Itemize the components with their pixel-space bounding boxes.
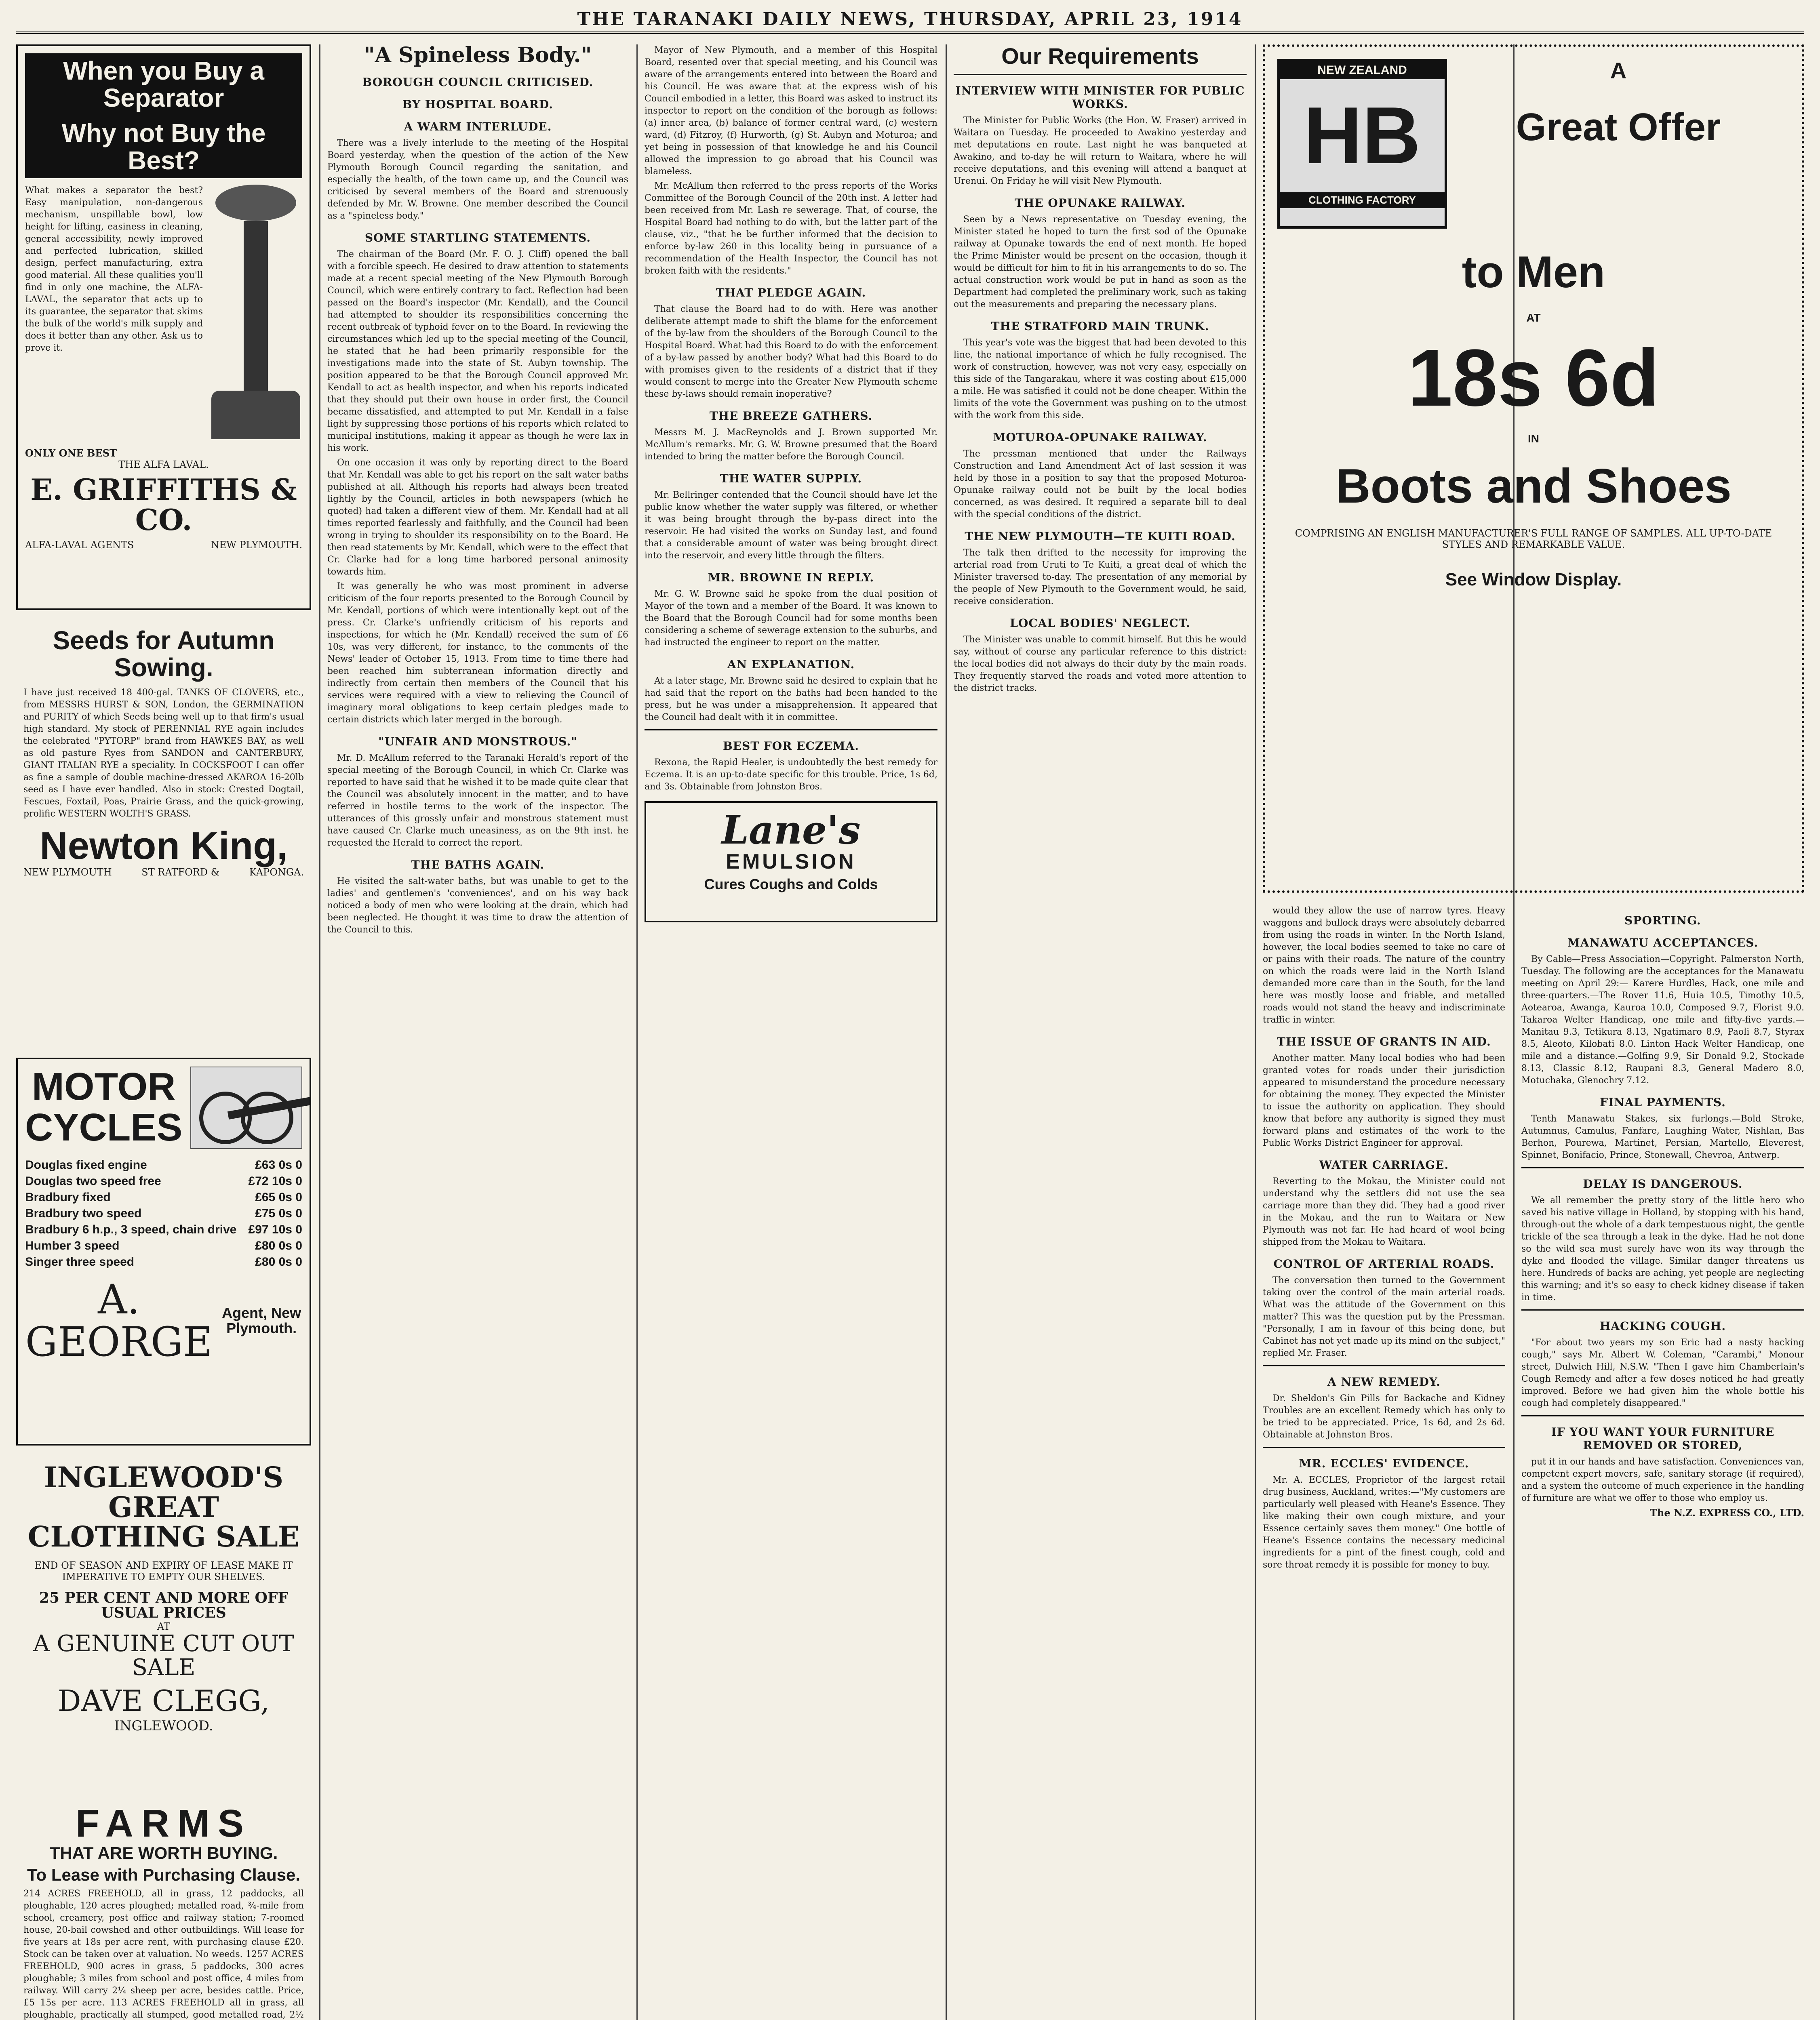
column-4 — [954, 44, 1247, 2020]
section-heading: CONTROL OF ARTERIAL ROADS. — [1273, 1257, 1495, 1271]
seeds-firm: Newton King, — [40, 824, 288, 868]
lanes-sub: EMULSION — [726, 850, 856, 873]
section-heading: THE ISSUE OF GRANTS IN AID. — [1277, 1035, 1491, 1048]
motor-row — [25, 1189, 302, 1206]
seeds-town-1: NEW PLYMOUTH — [23, 867, 112, 878]
motor-model: Bradbury 6 h.p., 3 speed, chain drive — [25, 1223, 237, 1236]
motor-row — [25, 1173, 302, 1189]
sporting-heading: SPORTING. — [1624, 914, 1701, 927]
article-paragraph: The pressman mentioned that under the Railways Construction and Land Amendment Act of last session it was held by those in a position to say that the proposed Moturoa-Opunake railway could not be built by the local bodies concerned, as was desired. It required a separate bill to deal with the special conditions of the district. — [954, 448, 1247, 520]
lanes-slogan: Cures Coughs and Colds — [704, 876, 878, 893]
column-rule — [946, 44, 947, 2020]
article-paragraph: Messrs M. J. MacReynolds and J. Brown supported Mr. McAllum's remarks. Mr. G. W. Browne presumed that the Board intended to bring the matter before the Borough Council. — [645, 427, 937, 462]
section-heading: THAT PLEDGE AGAIN. — [716, 286, 866, 299]
clothing-l1: INGLEWOOD'S GREAT — [44, 1460, 284, 1524]
separator-headline-1: When you Buy a Separator — [25, 53, 302, 116]
ad-in: IN — [1528, 432, 1539, 445]
motor-price: £63 0s 0 — [255, 1158, 302, 1172]
motor-model: Singer three speed — [25, 1255, 135, 1269]
ad-price: 18s 6d — [1407, 332, 1660, 423]
sporting-body: By Cable—Press Association—Copyright. Palmerston North, Tuesday. The following are the acceptances for the Manawatu meeting on April 29:— Karere Hurdles, Hack, one mile and three-quarters.—The Rover 11.6, Huia 10.5, Timothy 10.5, Aotearoa, Awanga, Kauroa 10.0, Composed 9.7, Florist 9.0. Takaroa Welter Handicap, one mile and fifty-five yards.—Manitau 9.3, Tetikura 8.13, Ngatimaro 8.9, Paoli 8.7, Styrax 8.5, Aleoto, Kilobati 8.0. Linton Hack Welter Handicap, one mile and a distance.—Golfing 9.9, Sir Donald 9.2, Stockade 8.13, Classic 8.12, Raupani 8.3, General Madero 8.0, Motuchaka, Glenochry 7.12. — [1521, 954, 1804, 1086]
clothing-l2: CLOTHING SALE — [27, 1520, 300, 1553]
ad-great-offer: Great Offer — [1516, 105, 1721, 149]
motor-price: £80 0s 0 — [255, 1255, 302, 1269]
section-heading: THE BATHS AGAIN. — [411, 858, 545, 871]
clothing-sale-ad — [16, 1455, 311, 1786]
motor-model: Douglas fixed engine — [25, 1158, 147, 1172]
motor-model: Bradbury two speed — [25, 1207, 142, 1220]
section-heading: SOME STARTLING STATEMENTS. — [364, 231, 591, 244]
seeds-title: Seeds for Autumn Sowing. — [53, 626, 275, 682]
hb-logo — [1277, 59, 1447, 229]
farms-sub: THAT ARE WORTH BUYING. — [49, 1843, 278, 1862]
ad-window-display: See Window Display. — [1445, 570, 1622, 590]
clothing-l5: AT — [157, 1621, 171, 1633]
separator-ad — [16, 44, 311, 610]
motor-price: £75 0s 0 — [255, 1207, 302, 1220]
column-2 — [327, 44, 628, 2020]
eccles-body: Mr. A. ECCLES, Proprietor of the largest retail drug business, Auckland, writes:—"My customers are particularly well pleased with Heane's Essence. They like making their own cough mixture, and your Essence certainly saves them money." One bottle of Heane's Essence contains the necessary medicinal ingredients for a pint of the finest cough, cold and sore throat remedy it is possible for money to buy. — [1263, 1475, 1505, 1570]
article-paragraph: The Minister for Public Works (the Hon. W. Fraser) arrived in Waitara on Tuesday. He proceeded to Awakino yesterday and met deputations en route. Last night he was banqueted at Awakino, and to-day he will return to Waitara, where he will receive deputations, and this evening will attend a banquet at Urenui. On Friday he will visit New Plymouth. — [954, 115, 1247, 186]
article-paragraph: Mr. D. McAllum referred to the Taranaki Herald's report of the special meeting of the Borough Council, in which Cr. Clarke was reported to have said that he wished it to be made quite clear that the Council was absolutely innocent in the matter, and to have referred in hostile terms to the work of the inspector. The utterances of this grossly unfair and monstrous statement must have caused Cr. Clarke much uneasiness, as on the 9th inst. he requested the Herald to correct the report. — [327, 753, 628, 848]
motor-row — [25, 1157, 302, 1173]
removal-heading: IF YOU WANT YOUR FURNITURE REMOVED OR STORED, — [1551, 1425, 1775, 1452]
farms-title: FARMS — [76, 1802, 252, 1845]
motor-model: Douglas two speed free — [25, 1174, 161, 1188]
section-heading: THE OPUNAKE RAILWAY. — [1015, 196, 1186, 210]
lanes-emulsion-ad — [645, 801, 937, 922]
ad-at: AT — [1526, 311, 1541, 324]
seeds-town-3: KAPONGA. — [249, 867, 304, 878]
article-subhead: BOROUGH COUNCIL CRITICISED. — [362, 75, 594, 89]
article-paragraph: There was a lively interlude to the meeting of the Hospital Board yesterday, when the question of the action of the New Plymouth Borough Council regarding the sanitation, and especially the health, of the town came up, and the Council was criticised by several members of the Board and strenuously defended by Mr. W. Browne. One member described the Council as a "spineless body." — [327, 138, 628, 221]
delay-body: We all remember the pretty story of the little hero who saved his native village in Holland, by stopping with his hand, through-out the whole of a dark tempestuous night, the gentle trickle of the sea through a leak in the dyke. Had he not done so the wild sea must surely have won its way through the dyke and flooded the village. Similar danger threatens us here. Hundreds of backs are aching, yet people are neglecting this warning; and it's so easy to check kidney disease if taken in time. — [1521, 1195, 1804, 1302]
ad-to-men: to Men — [1462, 247, 1605, 297]
hacking-heading: HACKING COUGH. — [1599, 1319, 1726, 1333]
article-paragraph: Seen by a News representative on Tuesday evening, the Minister stated he hoped to turn the first sod of the Opunake railway at Opunake towards the end of next month. He hoped the Prime Minister would be present on the occasion, though it would be difficult for him to fit in his arrangements to do so. The actual construction work would be put in hand as soon as the Department had completed the preliminary work, such as taking out the measurements and preparing the necessary plans. — [954, 214, 1247, 309]
article-paragraph: That clause the Board had to do with. Here was another deliberate attempt made to shift the blame for the enforcement of the by-law from the shoulders of the Borough Council to the Hospital Board. What had this Board to do with the enforcement of a by-law passed by another body? What had this Board to do with promises given to the residents of a district that if they would consent to merge into the Greater New Plymouth scheme these by-laws should remain inoperative? — [645, 304, 937, 399]
motorcycle-illustration — [190, 1067, 302, 1149]
ad-a: A — [1610, 58, 1627, 83]
section-heading: MR. ECCLES' EVIDENCE. — [1299, 1457, 1469, 1470]
seeds-body: I have just received 18 400-gal. TANKS OF CLOVERS, etc., from MESSRS HURST & SON, London, the GERMINATION and PURITY of which Seeds being well up to that firm's usual high standard. My stock of PERENNIAL RYE again includes the celebrated "PYTORP" brand from HAWKES BAY, as well as old pasture Ryes from SANDON and CANTERBURY, GIANT ITALIAN RYE a speciality. In COCKSFOOT I can offer as fine a sample of double machine-dressed AKAROA 16-20lb seed as I have ever handled. Also in stock: Crested Dogtail, Fescues, Foxtail, Poas, Prairie Grass, and the quick-growing, prolific WESTERN WOLTH'S GRASS. — [23, 688, 304, 819]
section-heading: THE STRATFORD MAIN TRUNK. — [991, 319, 1209, 333]
article-paragraph: The talk then drifted to the necessity for improving the arterial road from Uruti to Te Kuiti, a great deal of which the Minister traversed to-day. The presentation of any memorial by the people of New Plymouth to the Government would, he said, receive consideration. — [954, 547, 1247, 606]
removal-body: put it in our hands and have satisfaction. Conveniences van, competent expert movers, safe, sanitary storage (if required), and a system the outcome of much experience in the handling of furniture are what we offer to those who employ us. — [1521, 1457, 1804, 1503]
article-subhead: BY HOSPITAL BOARD. — [402, 97, 554, 111]
column-6 — [1521, 905, 1804, 2020]
section-heading: THE BREEZE GATHERS. — [709, 409, 873, 423]
final-payments-heading: FINAL PAYMENTS. — [1600, 1096, 1726, 1109]
column-rule — [1255, 44, 1256, 2020]
motor-model: Bradbury fixed — [25, 1191, 111, 1204]
acceptances-heading: MANAWATU ACCEPTANCES. — [1567, 936, 1759, 949]
article-paragraph: Mayor of New Plymouth, and a member of this Hospital Board, resented over that special meeting, and his Council was aware of the arrangements entered into between the Board and his Council. He was aware that at the express wish of his Council embodied in a letter, this Board was asked to instruct its inspector to report on the condition of the borough as follows: (a) inner area, (b) balance of former central ward, (c) western ward, (d) Fitzroy, (f) Hurworth, (g) St. Aubyn and Moturoa; and yet being in possession of that knowledge he and his Council allowed the impression to go abroad that his Council was blameless. — [645, 45, 937, 177]
column-rule — [319, 44, 320, 2020]
section-heading: LOCAL BODIES' NEGLECT. — [1010, 616, 1190, 630]
express-firm: The N.Z. EXPRESS CO., LTD. — [1650, 1507, 1804, 1519]
motor-title-2: CYCLES — [25, 1105, 183, 1149]
masthead: THE TARANAKI DAILY NEWS, THURSDAY, APRIL 23, 1914 — [16, 7, 1804, 34]
boots-shoes-ad — [1263, 44, 1804, 893]
farms-body: 214 ACRES FREEHOLD, all in grass, 12 paddocks, all ploughable, 120 acres ploughed; metalled road, ¾-mile from school, creamery, post office and railway station; 7-roomed house, 20-bail cowshed and other outbuildings. Will lease for five years at 18s per acre rent, with purchasing clause £20. Stock can be taken over at valuation. No weeds. 1257 ACRES FREEHOLD, 900 acres in grass, 5 paddocks, 300 acres ploughable; 3 miles from school and post office, 4 miles from railway. Will carry 2¼ sheep per acre, besides cattle. Price, £5 15s per acre. 113 ACRES FREEHOLD all in grass, all ploughable, practically all stumped, good metalled road, 2½ — [23, 1888, 304, 2020]
motor-price: £72 10s 0 — [248, 1174, 302, 1188]
lanes-name: Lane's — [721, 807, 861, 853]
clothing-l4: 25 PER CENT AND MORE OFF USUAL PRICES — [39, 1589, 289, 1622]
clothing-l8: INGLEWOOD. — [114, 1717, 213, 1734]
motor-row — [25, 1222, 302, 1238]
article-paragraph: It was generally he who was most prominent in adverse criticism of the four reports presented to the Borough Council by Mr. Kendall, portions of which were intentionally kept out of the press. Cr. Clarke's unfriendly criticism of his reports and inspections, for which he (Mr. Kendall) received the sum of £6 10s, was very different, for instance, to the comments of the News' leader of October 15, 1913. From time to time there had been reached him subterranean information directly and indirectly from certain then members of the Council that his services were required with a view to relieving the Council of imaginary moral obligations to keep certain pledges made to certain districts which later merged in the borough. — [327, 581, 628, 725]
article-paragraph: At a later stage, Mr. Browne said he desired to explain that he had said that the report on the baths had been handed to the press, but he was under a misapprehension. It appeared that the Council had dealt with it in committee. — [645, 676, 937, 722]
article-paragraph: would they allow the use of narrow tyres. Heavy waggons and bullock drays were absolutely debarred from using the roads in winter. In the North Island, however, the local bodies seemed to take no care of or pains with their roads. The nature of the country on which the roads were laid in the North Island demanded more care than in the South, for the land here was mostly loose and friable, and metalled roads would not stand the heavy and indiscriminate traffic in winter. — [1263, 906, 1505, 1025]
motor-row — [25, 1206, 302, 1222]
seeds-town-2: ST RATFORD & — [141, 867, 220, 878]
section-heading: THE NEW PLYMOUTH—TE KUITI ROAD. — [965, 529, 1236, 543]
motor-firm: A. GEORGE — [25, 1276, 213, 1366]
separator-agents: ALFA-LAVAL AGENTS — [25, 539, 134, 551]
article-paragraph: Mr. McAllum then referred to the press reports of the Works Committee of the Borough Council of the 20th inst. A letter had been received from Mr. Lash re sewerage. That, of course, the Hospital Board had nothing to do with, but the latter part of the clause, viz., "that he be further informed that the decision to enforce by-law 260 in this locality being in pursuance of a recommendation of the Health Inspector, the Council has not broken faith with the residents." — [645, 181, 937, 276]
separator-brand: THE ALFA LAVAL. — [118, 459, 209, 470]
hb-logo-bottom: CLOTHING FACTORY — [1280, 192, 1445, 208]
section-heading: MOTUROA-OPUNAKE RAILWAY. — [993, 430, 1207, 444]
requirements-sub: INTERVIEW WITH MINISTER FOR PUBLIC WORKS. — [955, 84, 1245, 111]
hb-logo-letters: HB — [1304, 90, 1421, 181]
article-paragraph: Reverting to the Mokau, the Minister could not understand why the settlers did not use the sea carriage more than they did. They had a good river in the Mokau, and the run to Waitara or New Plymouth was not far. He had heard of wool being shipped from the Mokau to Waitara. — [1263, 1176, 1505, 1247]
article-paragraph: On one occasion it was only by reporting direct to the Board that Mr. Kendall was able to get his report on the salt water baths published at all. Although his reports had always been treated lightly by the Council, articles in both newspapers (which he quoted) had taken a different view of them. Mr. Kendall had at all times reported fearlessly and faithfully, and the Council had been wrong in trying to shoulder its responsibility on to the Board. He then read statements by Mr. Kendall, which were to the effect that Cr. Clarke had for a long time harbored personal animosity towards him. — [327, 457, 628, 577]
column-rule — [636, 44, 638, 2020]
motor-row — [25, 1238, 302, 1254]
motor-agent: Agent, New Plymouth. — [222, 1305, 301, 1336]
ad-boots-shoes: Boots and Shoes — [1335, 459, 1732, 513]
farms-ad — [16, 1796, 311, 2020]
motor-model: Humber 3 speed — [25, 1239, 120, 1252]
article-paragraph: This year's vote was the biggest that had been devoted to this line, the national importance of which he fully recognised. The work of construction, however, was not very easy, especially on this side of the Tangarakau, where it was costing about £15,000 a mile. He was satisfied it could not be done cheaper. Within the limits of the vote the Government was pushing on to the utmost with the work from this side. — [954, 337, 1247, 421]
column-1 — [16, 44, 311, 2020]
motor-title-1: MOTOR — [32, 1065, 176, 1108]
hb-logo-top: NEW ZEALAND — [1280, 61, 1445, 79]
motor-price: £80 0s 0 — [255, 1239, 302, 1252]
motor-cycles-ad — [16, 1058, 311, 1446]
separator-body: What makes a separator the best? Easy manipulation, non-dangerous mechanism, unspillable bowl, low height for lifting, easiness in cleaning, general accessibility, newly improved and perfected lubrication, skilled design, perfect manufacturing, extra good material. All these qualities you'll find in only one machine, the ALFA-LAVAL, the separator that acts up to its guarantee, the separator that skims the bulk of the world's milk supply and does it better than any other. Ask us to prove it. — [25, 185, 203, 353]
article-subhead: A WARM INTERLUDE. — [404, 120, 552, 133]
final-payments-body: Tenth Manawatu Stakes, six furlongs.—Bold Stroke, Autumnus, Camulus, Fanfare, Laughing Water, Nishlan, Bas Berhon, Pourewa, Martinet, Persian, Martello, Eleverest, Spinnet, Bonifacio, Prince, Stonewall, Chevroa, Antwerp. — [1521, 1114, 1804, 1160]
section-heading: "UNFAIR AND MONSTROUS." — [378, 734, 577, 748]
motor-row — [25, 1254, 302, 1270]
separator-machine-illustration — [209, 185, 302, 443]
motor-price: £65 0s 0 — [255, 1191, 302, 1204]
separator-town: NEW PLYMOUTH. — [211, 539, 302, 551]
clothing-l3: END OF SEASON AND EXPIRY OF LEASE MAKE IT IMPERATIVE TO EMPTY OUR SHELVES. — [34, 1559, 293, 1582]
section-heading: MR. BROWNE IN REPLY. — [708, 571, 874, 584]
column-3 — [645, 44, 937, 2020]
farms-lease: To Lease with Purchasing Clause. — [27, 1865, 301, 1884]
remedy-heading: A NEW REMEDY. — [1327, 1375, 1441, 1389]
section-heading: THE WATER SUPPLY. — [720, 472, 862, 485]
requirements-title: Our Requirements — [1001, 44, 1199, 69]
motor-price-list — [25, 1157, 302, 1270]
separator-only-one: ONLY ONE BEST — [25, 447, 117, 459]
clothing-l6: A GENUINE CUT OUT SALE — [33, 1631, 294, 1681]
separator-firm: E. GRIFFITHS & CO. — [30, 472, 297, 537]
article-paragraph: Another matter. Many local bodies who had been granted votes for roads under their jurisdiction appeared to misunderstand the procedure necessary for obtaining the money. They expected the Minister to issue the authority on application. They should know that before any authority is signed they must forward plans and estimates of the work to the Public Works District Engineer for approval. — [1263, 1053, 1505, 1148]
seeds-ad — [16, 620, 311, 1048]
eczema-body: Rexona, the Rapid Healer, is undoubtedly the best remedy for Eczema. It is an up-to-date specific for this trouble. Price, 1s 6d, and 3s. Obtainable from Johnston Bros. — [645, 758, 937, 792]
section-heading: WATER CARRIAGE. — [1319, 1158, 1449, 1172]
section-heading: AN EXPLANATION. — [727, 658, 855, 671]
article-paragraph: The Minister was unable to commit himself. But this he would say, without of course any particular reference to this district: the local bodies did not always do their duty by the main roads. They frequently starved the roads and voted more attention to the district tracks. — [954, 634, 1247, 693]
delay-heading: DELAY IS DANGEROUS. — [1583, 1177, 1743, 1191]
ad-comprising: COMPRISING AN ENGLISH MANUFACTURER'S FULL RANGE OF SAMPLES. ALL UP-TO-DATE STYLES AND REMARKABLE VALUE. — [1295, 528, 1772, 551]
eczema-heading: BEST FOR ECZEMA. — [723, 739, 859, 753]
column-5 — [1263, 905, 1505, 2020]
hacking-body: "For about two years my son Eric had a nasty hacking cough," says Mr. Albert W. Coleman, "Carambi," Monour street, Dulwich Hill, N.S.W. "Then I gave him Chamberlain's Cough Remedy and after a few doses noticed he had greatly improved. Before we had given him the whole bottle his cough had completely disappeared." — [1521, 1338, 1804, 1408]
remedy-body: Dr. Sheldon's Gin Pills for Backache and Kidney Troubles are an excellent Remedy which has only to be tried to be appreciated. Price, 1s 6d, and 2s 6d. Obtainable at Johnston Bros. — [1263, 1393, 1505, 1440]
article-paragraph: Mr. G. W. Browne said he spoke from the dual position of Mayor of the town and a member of the Board. It was known to the Board that the Borough Council had for some months been considering a scheme of sewerage extension to the suburbs, and had instructed the engineer to report on the matter. — [645, 589, 937, 648]
article-paragraph: Mr. Bellringer contended that the Council should have let the public know whether the water supply was filtered, or whether it was being brought through the by-pass direct into the reservoir. He had visited the works on Sunday last, and found that a considerable amount of water was being brought direct into the reservoir, and every little through the filters. — [645, 490, 937, 561]
article-title: "A Spineless Body." — [364, 44, 592, 67]
article-paragraph: He visited the salt-water baths, but was unable to get to the ladies' and gentlemen's 'conveniences', and on his way back noticed a body of men who were looking at the drain, which had been neglected. He thought it was time to draw the attention of the Council to this. — [327, 876, 628, 935]
motor-price: £97 10s 0 — [248, 1223, 302, 1236]
article-paragraph: The chairman of the Board (Mr. F. O. J. Cliff) opened the ball with a forcible speech. He desired to draw attention to statements made at a recent special meeting of the New Plymouth Borough Council, which were entirely contrary to fact. Reflection had been passed on the Board's inspector (Mr. Kendall), and the Council had attempted to shoulder its responsibilities concerning the recent outbreak of typhoid fever on to the Board. In reviewing the circumstances which led up to the special meeting of the Council, he stated that he had been primarily responsible for the investigations made into the state of St. Aubyn township. The position appeared to be that the Borough Council approved Mr. Kendall to act as health inspector, and when his reports indicated that they should put their own house in order first, the Council became dissatisfied, and attempted to put Mr. Kendall in a false light by suppressing those portions of his reports which related to municipal institutions, making it appear as though he were lax in his work. — [327, 249, 628, 453]
clothing-l7: DAVE CLEGG, — [57, 1683, 270, 1718]
separator-headline-2: Why not Buy the Best? — [25, 116, 302, 178]
article-paragraph: The conversation then turned to the Government taking over the control of the main arterial roads. What was the attitude of the Government on this matter? This was the question put by the Pressman. "Personally, I am in favour of this being done, but Cabinet has not yet made up its mind on the subject," replied Mr. Fraser. — [1263, 1275, 1505, 1358]
